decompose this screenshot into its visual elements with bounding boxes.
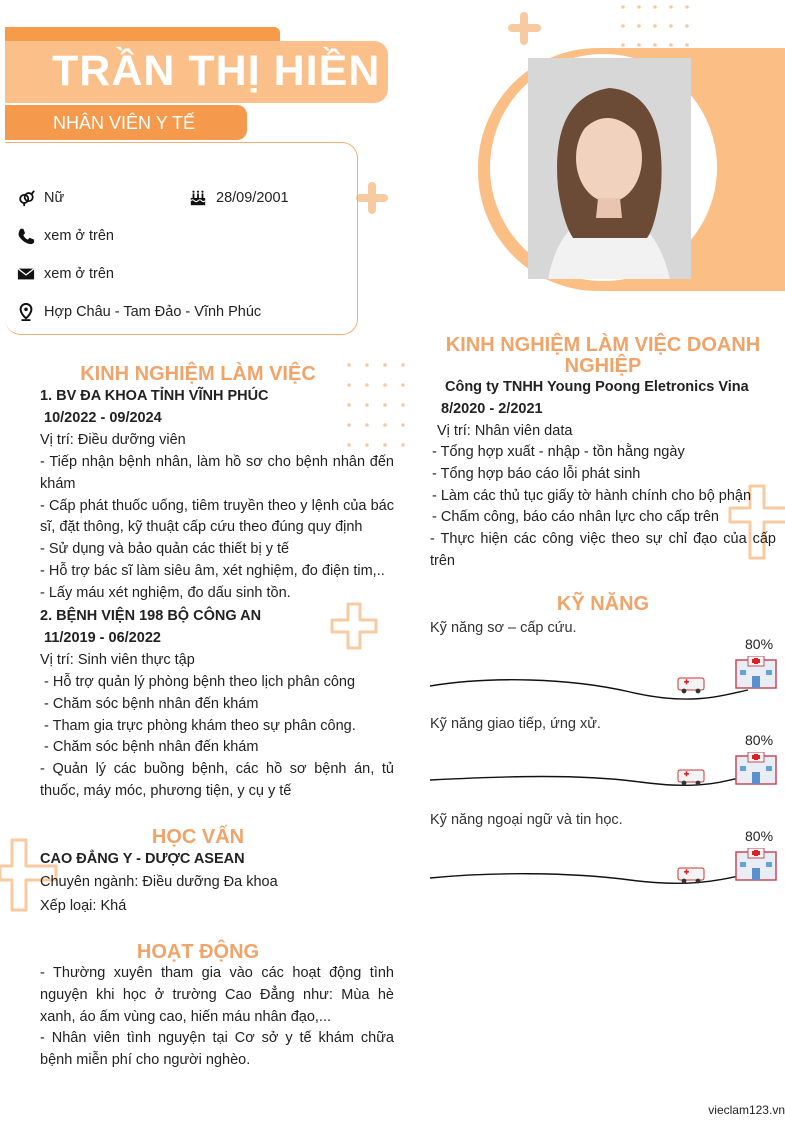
birthday-cake-icon (189, 189, 207, 207)
job2-dates: 11/2019 - 06/2022 (40, 630, 161, 646)
list-item: - Lấy máu xét nghiệm, đo dấu sinh tồn. (40, 584, 291, 601)
hospital-icon (736, 752, 776, 784)
list-item: - Quản lý các buồng bệnh, các hồ sơ bệnh án, tủ thuốc, máy móc, phương tiện, y cụ y tế (40, 761, 394, 799)
ambulance-icon (678, 678, 704, 693)
list-item: - Tham gia trực phòng khám theo sự phân công. (40, 717, 356, 734)
business-position: Vị trí: Nhân viên data (437, 423, 573, 439)
skill-progress-track (430, 656, 780, 706)
candidate-name: TRẦN THỊ HIỀN (52, 47, 381, 95)
skills-section-title: KỸ NĂNG (556, 593, 650, 615)
job-title: NHÂN VIÊN Y TẾ (53, 113, 196, 133)
phone-icon (17, 227, 35, 245)
job2-place: 2. BỆNH VIỆN 198 BỘ CÔNG AN (40, 608, 262, 624)
address-value: Hợp Châu - Tam Đảo - Vĩnh Phúc (44, 304, 262, 320)
footer-watermark[interactable]: vieclam123.vn (708, 1103, 785, 1117)
list-item: - Hỗ trợ quản lý phòng bệnh theo lịch phân công (40, 674, 356, 690)
skill-progress-track (430, 752, 780, 802)
skill-percent: 80% (745, 636, 774, 652)
business-company: Công ty TNHH Young Poong Eletronics Vina (445, 379, 749, 395)
list-item: - Tiếp nhận bệnh nhân, làm hồ sơ cho bệnh nhân đến khám (40, 454, 394, 492)
list-item: - Chăm sóc bệnh nhân đến khám (40, 739, 259, 756)
skill-label: Kỹ năng ngoại ngữ và tin học. (430, 812, 623, 828)
dot-grid-decor (346, 362, 418, 458)
gender-value: Nữ (44, 190, 65, 206)
list-item: - Tổng hợp xuất - nhập - tồn hằng ngày (432, 444, 685, 460)
education-school: CAO ĐẲNG Y - DƯỢC ASEAN (40, 851, 245, 867)
education-section-title: HỌC VẤN (151, 826, 245, 848)
hospital-icon (736, 848, 776, 880)
list-item: - Thường xuyên tham gia vào các hoạt động tình nguyện khi học ở trường Cao Đẳng như: Mùa hè xanh, áo ấm vùng cao, hiến máu nhân đạo,... (40, 965, 394, 1025)
business-last-duty: - Thực hiện các công việc theo sự chỉ đạo của cấp trên (430, 531, 776, 569)
skill-percent: 80% (745, 828, 774, 844)
business-dates: 8/2020 - 2/2021 (441, 401, 543, 417)
plus-decor-icon (508, 12, 541, 45)
location-pin-icon (17, 303, 35, 321)
list-item: - Chăm sóc bệnh nhân đến khám (40, 695, 259, 712)
activities-list (40, 963, 394, 1072)
profile-photo (528, 58, 691, 279)
education-major: Chuyên ngành: Điều dưỡng Đa khoa (40, 874, 278, 890)
birthday-value: 28/09/2001 (216, 190, 289, 206)
list-item: - Hỗ trợ bác sĩ làm siêu âm, xét nghiệm, đo điện tim,.. (40, 562, 385, 579)
job1-place: 1. BV ĐA KHOA TỈNH VĨNH PHÚC (40, 388, 269, 404)
list-item: - Nhân viên tình nguyện tại Cơ sở y tế khám chữa bệnh miễn phí cho người nghèo. (40, 1030, 394, 1069)
ambulance-icon (678, 770, 704, 785)
list-item: - Cấp phát thuốc uống, tiêm truyền theo y lệnh của bác sĩ, đặt thông, kỹ thuật cấp cứu theo đúng quy định (40, 497, 394, 536)
list-item: - Chấm công, báo cáo nhân lực cho cấp trên (432, 509, 719, 526)
activities-section-title: HOẠT ĐỘNG (136, 941, 260, 963)
job1-dates: 10/2022 - 09/2024 (40, 410, 162, 426)
business-section-title: KINH NGHIỆM LÀM VIỆC DOANH NGHIỆP (445, 334, 761, 377)
job1-position: Vị trí: Điều dưỡng viên (40, 432, 186, 448)
list-item: - Làm các thủ tục giấy tờ hành chính cho bộ phận (432, 487, 752, 504)
business-duties-list (432, 442, 776, 529)
education-grade: Xếp loại: Khá (40, 898, 127, 914)
email-icon (17, 265, 35, 283)
skill-label: Kỹ năng sơ – cấp cứu. (430, 620, 577, 636)
ambulance-icon (678, 868, 704, 883)
hospital-icon (736, 656, 776, 688)
job1-duties-list (40, 452, 394, 605)
job2-position: Vị trí: Sinh viên thực tập (40, 652, 195, 668)
list-item: - Tổng hợp báo cáo lỗi phát sinh (432, 465, 641, 482)
plus-outline-decor-icon (330, 602, 378, 650)
experience-section-title: KINH NGHIỆM LÀM VIỆC (80, 363, 316, 385)
plus-decor-icon (356, 182, 388, 214)
gender-icon (17, 189, 35, 207)
skill-label: Kỹ năng giao tiếp, ứng xử. (430, 716, 601, 732)
job2-duties-list (40, 672, 394, 803)
list-item: - Sử dụng và bảo quản các thiết bị y tế (40, 541, 290, 558)
email-value: xem ở trên (44, 266, 114, 282)
skill-percent: 80% (745, 732, 774, 748)
phone-value: xem ở trên (44, 228, 114, 244)
dot-grid-decor (620, 4, 690, 50)
skill-progress-track (430, 848, 780, 898)
